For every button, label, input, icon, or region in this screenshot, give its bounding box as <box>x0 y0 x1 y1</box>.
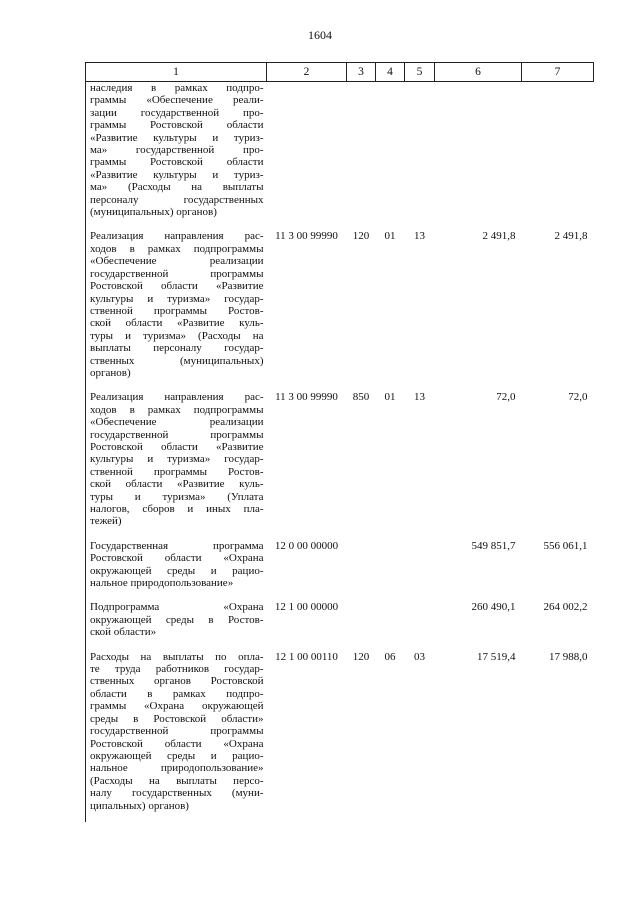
amount-year-1: 260 490,1 <box>471 601 516 614</box>
amount-year-1: 17 519,4 <box>477 650 516 663</box>
description-line: Расходы на выплаты по опла- <box>90 650 264 663</box>
description-line: «Обеспечение реализации <box>90 416 264 429</box>
description-line: зации государственной про- <box>90 106 264 119</box>
description-line: (муниципальных) органов) <box>90 206 217 219</box>
description-line: персоналу государственных <box>90 193 264 206</box>
description-line: Ростовской области «Охрана <box>90 552 264 565</box>
amount-year-1 <box>435 82 522 229</box>
target-code: 12 1 00 00000 <box>274 601 339 614</box>
description-line: граммы «Обеспечение реали- <box>90 94 264 107</box>
description-line: наследия в рамках подпро- <box>90 82 264 94</box>
description-line: области в рамках подпро- <box>90 687 264 700</box>
description-line: Государственная программа <box>90 539 264 552</box>
description-line: те труда работников государ- <box>90 663 264 676</box>
amount-year-1: 549 851,7 <box>471 539 516 552</box>
description-line: Ростовской области «Развитие <box>90 280 264 293</box>
column-header: 6 <box>435 63 522 82</box>
description-line: ходов в рамках подпрограммы <box>90 403 264 416</box>
description-line: окружающей среды и рацио- <box>90 564 264 577</box>
subsection-code <box>405 82 435 229</box>
description-line: Подпрограмма «Охрана <box>90 601 264 614</box>
description-line: ственных (муниципальных) <box>90 354 264 367</box>
description-line: ма» государственной про- <box>90 144 264 157</box>
row-description <box>86 599 267 648</box>
table-row <box>86 649 594 822</box>
amount-year-2: 17 988,0 <box>549 650 588 663</box>
description-line: нальное природопользование» <box>90 577 234 590</box>
subsection-code: 03 <box>414 650 425 663</box>
description-line: граммы Ростовской области <box>90 156 264 169</box>
table-row <box>86 228 594 389</box>
description-line: налу государственных (муни- <box>90 787 264 800</box>
description-line: (Расходы на выплаты персо- <box>90 774 264 787</box>
row-description <box>86 649 267 822</box>
column-header: 7 <box>522 63 594 82</box>
expense-type: 850 <box>352 391 370 404</box>
target-code: 12 0 00 00000 <box>274 539 339 552</box>
row-description <box>86 228 267 389</box>
column-header: 3 <box>347 63 376 82</box>
section-code: 06 <box>384 650 396 663</box>
description-line: ципальных) органов) <box>90 799 189 812</box>
column-header: 2 <box>267 63 347 82</box>
subsection-code <box>405 538 435 600</box>
column-header: 5 <box>405 63 435 82</box>
subsection-code: 13 <box>414 391 425 404</box>
description-line: тежей) <box>90 515 122 528</box>
description-line: туры и туризма» (Расходы на <box>90 329 264 342</box>
description-line: ственной программы Ростов- <box>90 304 264 317</box>
amount-year-2: 556 061,1 <box>543 539 588 552</box>
description-line: Реализация направления рас- <box>90 391 264 404</box>
description-line: государственной программы <box>90 267 264 280</box>
section-code: 01 <box>384 391 396 404</box>
description-line: окружающей среды и рацио- <box>90 749 264 762</box>
amount-year-1: 72,0 <box>496 391 516 404</box>
description-line: ходов в рамках подпрограммы <box>90 242 264 255</box>
budget-table <box>85 62 594 822</box>
column-header: 1 <box>86 63 267 82</box>
description-line: ской области «Развитие куль- <box>90 317 264 330</box>
description-line: ственной программы Ростов- <box>90 465 264 478</box>
description-line: туры и туризма» (Уплата <box>90 490 264 503</box>
section-code: 01 <box>384 230 396 243</box>
amount-year-1: 2 491,8 <box>482 230 516 243</box>
amount-year-2 <box>522 82 594 229</box>
description-line: культуры и туризма» государ- <box>90 453 264 466</box>
table-row <box>86 538 594 600</box>
description-line: культуры и туризма» государ- <box>90 292 264 305</box>
description-line: ской области» <box>90 626 157 639</box>
amount-year-2: 72,0 <box>568 391 588 404</box>
page-number: 1604 <box>308 28 332 42</box>
expense-type: 120 <box>352 650 370 663</box>
expense-type <box>347 538 376 600</box>
description-line: государственной программы <box>90 725 264 738</box>
description-line: ственных органов Ростовской <box>90 675 264 688</box>
subsection-code: 13 <box>414 230 425 243</box>
table-header-row <box>86 63 594 82</box>
amount-year-2: 2 491,8 <box>554 230 588 243</box>
target-code: 11 3 00 99990 <box>275 391 338 404</box>
target-code: 12 1 00 00110 <box>275 650 338 663</box>
table-row <box>86 599 594 648</box>
target-code <box>267 82 347 229</box>
description-line: окружающей среды в Ростов- <box>90 613 264 626</box>
table-row <box>86 389 594 537</box>
row-description <box>86 389 267 537</box>
description-line: органов) <box>90 366 131 379</box>
description-line: «Развитие культуры и туриз- <box>90 168 264 181</box>
row-description <box>86 82 267 229</box>
description-line: «Обеспечение реализации <box>90 255 264 268</box>
expense-type <box>347 599 376 648</box>
description-line: налогов, сборов и иных пла- <box>90 503 264 515</box>
expense-type <box>347 82 376 229</box>
description-line: нальное природопользование» <box>90 762 264 775</box>
expense-type: 120 <box>352 230 370 243</box>
subsection-code <box>405 599 435 648</box>
description-line: государственной программы <box>90 428 264 441</box>
description-line: граммы «Охрана окружающей <box>90 700 264 713</box>
column-header: 4 <box>376 63 405 82</box>
section-code <box>376 599 405 648</box>
target-code: 11 3 00 99990 <box>275 230 338 243</box>
section-code <box>376 538 405 600</box>
description-line: ма» (Расходы на выплаты <box>90 181 264 194</box>
row-description <box>86 538 267 600</box>
amount-year-2: 264 002,2 <box>543 601 588 614</box>
description-line: граммы Ростовской области <box>90 119 264 132</box>
description-line: среды в Ростовской области» <box>90 712 264 725</box>
description-line: Ростовской области «Охрана <box>90 737 264 750</box>
table-row <box>86 82 594 229</box>
description-line: Реализация направления рас- <box>90 230 264 243</box>
description-line: Ростовской области «Развитие <box>90 440 264 453</box>
section-code <box>376 82 405 229</box>
description-line: «Развитие культуры и туриз- <box>90 131 264 144</box>
description-line: выплаты персоналу государ- <box>90 342 264 355</box>
description-line: ской области «Развитие куль- <box>90 478 264 491</box>
